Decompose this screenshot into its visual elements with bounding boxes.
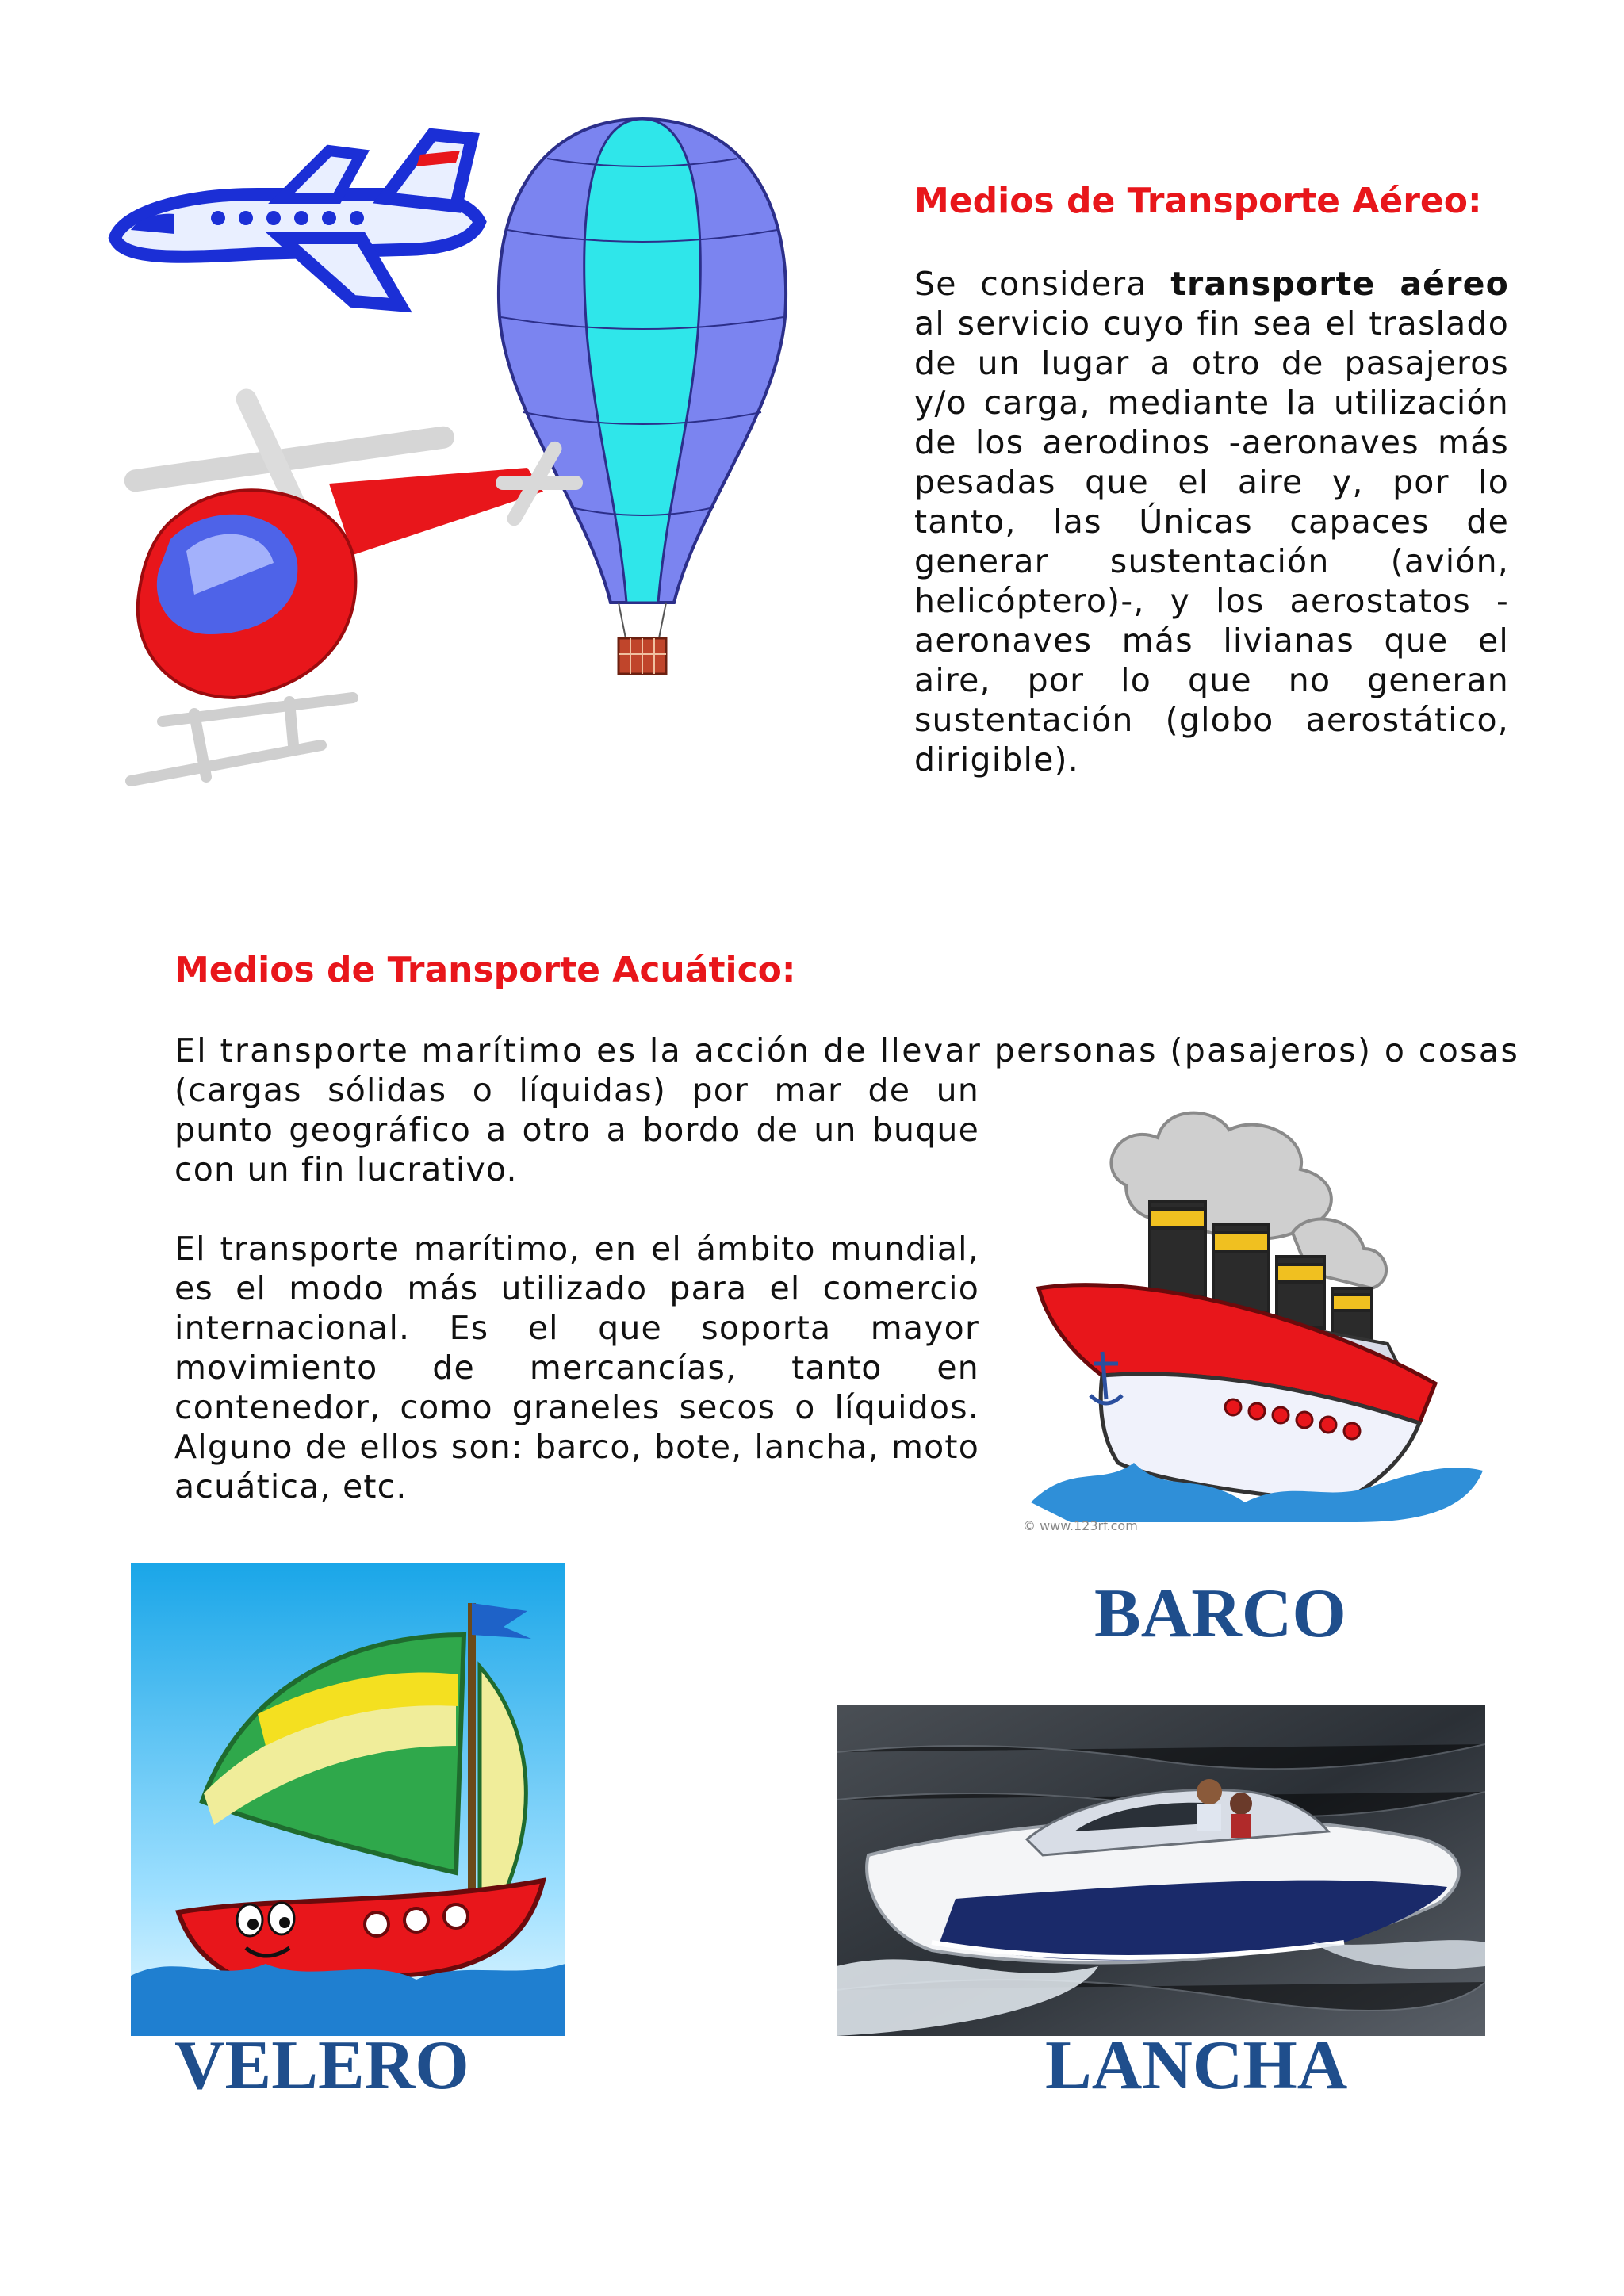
barco-label: BARCO (1094, 1575, 1346, 1652)
helicopter-image (115, 373, 583, 801)
air-paragraph-rest: al servicio cuyo fin sea el traslado de un lugar a otro de pasajeros y/o carga, mediante la utilización de los aerodinos -aeronaves más pesadas que el aire y, por lo tanto, las Únicas capaces de generar sustentación (avión, helicóptero)-, y los aerostatos -aeronaves más livianas que el aire, por lo que no generan sustentación (globo aerostático, dirigible). (914, 304, 1509, 779)
sailboat-image (131, 1563, 565, 2036)
airplane-image (99, 119, 496, 333)
water-intro-line: El transporte marítimo es la acción de llevar personas (pasajeros) o cosas (174, 1031, 1520, 1070)
ship-image (1007, 1090, 1499, 1534)
air-paragraph-bold: transporte aéreo (1170, 265, 1509, 303)
water-paragraph-2: El transporte marítimo, en el ámbito mundial, es el modo más utilizado para el comercio internacional. Es el que soporta mayor movimiento de mercancías, tanto en contenedor, como graneles secos o líquidos. Alguno de ellos son: barco, bote, lancha, moto acuática, etc. (174, 1230, 979, 1506)
lancha-label: LANCHA (1045, 2027, 1348, 2104)
air-transport-heading: Medios de Transporte Aéreo: (914, 181, 1482, 221)
ship-watermark: © www.123rf.com (1023, 1518, 1138, 1533)
velero-label: VELERO (174, 2027, 469, 2104)
air-paragraph-start: Se considera (914, 265, 1171, 303)
speedboat-image (837, 1705, 1485, 2036)
air-transport-paragraph (914, 264, 1509, 779)
water-transport-heading: Medios de Transporte Acuático: (174, 950, 796, 990)
water-intro-rest: (cargas sólidas o líquidas) por mar de un punto geográfico a otro a bordo de un buque con un fin lucrativo. (174, 1071, 979, 1188)
